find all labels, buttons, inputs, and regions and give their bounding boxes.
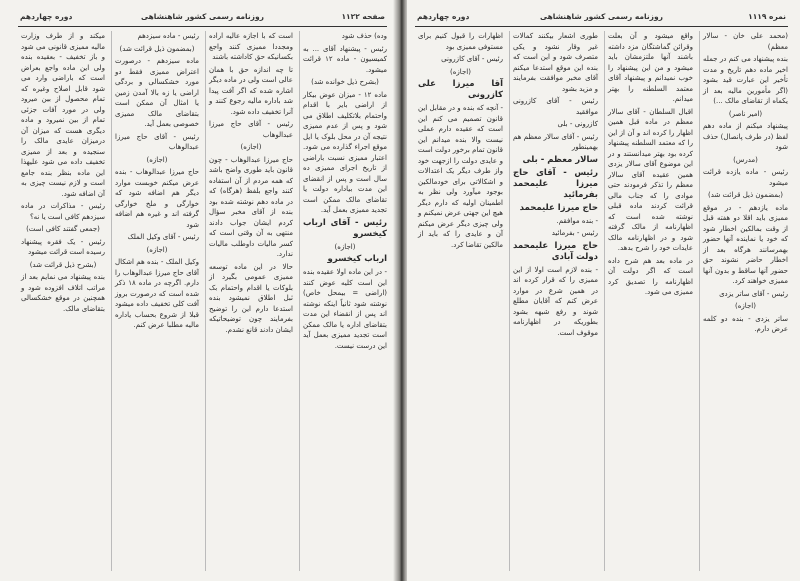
text-column (299, 31, 387, 571)
paragraph: (جمعی گفتند کافی است) (26, 225, 100, 233)
paragraph: واقع میشود و آن بعلت وقرائن گماشتگان مزد داشته باشند آنها ملتزمشان باید میشود و من این پیشنهاد را خوب نمیدانم و پیشنهاد آقای معتمد السلطنه را بهتر میدانم. (608, 32, 693, 103)
paragraph: رئیس - آقای حاج میرزا عبدالوهاب (115, 132, 199, 151)
paragraph: رئیس - ماده سیزدهم (137, 32, 199, 40)
paragraph: (اجازه) (240, 143, 262, 151)
paragraph: رئیس - آقای سالار معظم هم بهمینطور (513, 132, 598, 151)
paragraph: رئیس - ماده یازده قرائت میشود (703, 168, 788, 187)
paragraph: رئیس - پیشنهاد آقای ... به کمیسیون - ماده ۱۲ قرائت میشود. (303, 44, 387, 74)
paragraph: پیشنهاد میکنم از ماده دهم لفظ (در طرف پانصال) حذف شود (703, 122, 788, 151)
paragraph: ماده یازدهم - در موقع ممیزی باید اقلا دو هفته قبل از وقت بمالکین اخطار شود که خود یا نماینده آنها حضور بهمرسانند هرگاه بعد از اخطار حاضر نشوند حق حضور آنها ساقط و بدون آنها ممیزی خواهند کرد. (703, 203, 788, 285)
left-page (0, 0, 397, 581)
paragraph: ساتر یزدی - بنده دو کلمه عرض دارم. (703, 314, 788, 333)
paragraph: رئیس - آقای کازرونی (441, 55, 503, 63)
paragraph: حاج میرزا عبدالوهاب - چون قانون باید طوری واضح باشد که همه مردم از آن استفاده کنند واجع بلفظ (هرگاه) که در ماده دهم نوشته شده بود بنده از آقای مخبر سؤال کردم ایشان جواب دادند منتهی به آن وقتی است که کسر مالیات داوطلب مالیات ندارد. (209, 155, 293, 258)
paragraph: رئیس - بفرمائید (551, 229, 598, 237)
text-column (699, 31, 788, 571)
paragraph: (اجازه) (146, 245, 168, 254)
paragraph: اظهارات را قبول کنیم برای مستوفی ممیزی بود (418, 32, 503, 51)
paragraph: (اجازه) (334, 242, 356, 251)
paragraph: بنده پیشنهاد می کنم در جمله اخیر ماده دهم تاریخ و مدت تأخیر این عبارت قید بشود (اگر مأمورین ماليه بعد از یکماه از تقاضای مالک ...) (703, 55, 788, 105)
paragraph: کازرونی - بلی (557, 120, 598, 128)
paragraph: - در این ماده اولا عقیده بنده این است کلیه عوض کنند (اراضی = بیمحل خاص) نوشته شود ثانیاً اینکه نوشته اند پس از انقضاء این مدت بتقاضای اداره یا مالک ممکن است تجدید ممیزی بعمل آید این درست نیست. (303, 268, 387, 350)
text-columns (18, 31, 387, 571)
text-column (509, 31, 598, 571)
paragraph: - بنده لازم است اولا از این ممیزی را که قرار کرده اند در همین شرع در موارد عرض کنم که آقایان مطلع شوند و رفع شبهه بشود بطوریکه در اظهارنامه موقوف است. (513, 265, 598, 337)
page-header (20, 10, 385, 24)
paragraph: (اجازه) (735, 302, 756, 310)
header-rule (415, 26, 788, 27)
paragraph: (اجازه) (450, 67, 471, 76)
page-number: صفحه ۱۱۲۲ (341, 12, 385, 21)
paragraph: رئیس - آقای حاج میرزا عبدالوهاب (209, 120, 293, 139)
paragraph: (اجازه) (146, 155, 168, 164)
text-column (205, 31, 293, 571)
paragraph: (بمضمون ذیل قرائت شد) (708, 191, 783, 199)
text-column (18, 31, 105, 571)
speaker-heading: رئیس - آقای ارباب کیخسرو (303, 217, 387, 239)
speaker-heading: آقا میرزا علی کازرونی (418, 79, 503, 100)
paragraph: حاج میرزا عبدالوهاب - بنده عرض میکنم خوبست موارد دیگر هم اضافه شود که خوارگی و ملخ خوارگی گرفته اند و غیره هم اضافه شود (115, 168, 199, 229)
speaker-heading: سالار معظم - بلی (522, 154, 598, 165)
paragraph: رئیس - آقای وکیل الملک (127, 233, 199, 241)
speaker-heading: رئیس - آقای حاج میرزا علیمحمد بفرمائید (513, 167, 598, 200)
paragraph: (محمد علی خان - سالار معظم) (703, 32, 788, 51)
paragraph: اقبال السلطان - آقای سالار معظم در ماده قبل همین اظهار را کرده اند و آن از این را که معتمد السلطنه پیشنهاد کرده بود بهتر میدانستند و در این موضوع آقای سالار یزدی همین عقیده آقای سالار معظم را تذکر فرمودند حتی موادی را که جناب مالی قرائت کردند ماده قبلی نوشته شده است که اظهارنامه از مالک گرفته شود و در اظهارنامه مالک عایدات خود را شرح بدهد. (608, 107, 693, 252)
text-column (111, 31, 199, 571)
newspaper-title: روزنامه رسمی کشور شاهنشاهی (540, 12, 663, 21)
paragraph: ماده ۱۲ - میزان عوض بیکار از اراضی بایر با اقدام واحتمام بلاتکلیف اطلاق می شود و پس از عدم ممیزی نتیجه آن در محل بلوک یا ایل موقع اجراء گذارده می شود. اعتبار ممیزی نسبت باراضی از تاریخ اجرای ممیزی ده سال است و پس از انقضای این مدت بیاداره دولت یا تقاضای مالک ممکن است تجدید ممیزی بعمل آید. (303, 90, 387, 214)
paragraph: - بنده موافقم. (556, 216, 598, 225)
paragraph: در ماده بعد هم شرح داده است که اگر دولت آن اظهارنامه را تصدیق کرد ممیزی می شود. (608, 256, 693, 296)
paragraph: ماده سیزدهم - درصورت اعتراض ممیزی فقط دو مورد خشکسالی و بردگی اراضی یا زه بالا آمدن زمین یا امثال آن ممکن است بتقاضای مالک ممیزی خصوصی بعمل آید. (115, 57, 199, 128)
paragraph: (بشرح ذیل خوانده شد) (311, 78, 379, 86)
issue-label: دوره چهاردهم (20, 12, 73, 21)
paragraph: حالا در این ماده توسعه ممیزی عمومی بگیرد از بلوکات یا اقدام واحتمام بک ثبل اطلاق نمیشود بنده استدعا دارم این را توضیح بفرمایند چون توضیحاتیکه ایشان دادند قانع نشدم. (209, 262, 293, 334)
paragraph: رئیس - مذاکرات در ماده سیزدهم کافی است یا نه؟ (21, 202, 105, 221)
paragraph: رئیس - آقای ساتر یزدی (719, 289, 788, 298)
paragraph: وکیل الملک - بنده هم اشکال آقای حاج میرزا عبدالوهاب را دارم. اگرچه در ماده ۱۸ ذکر شده است که درصورت بروز آفت کلی تخفیف داده میشود قبلا از شروع بحساب یاداره مالیه مطلبا عرض کنم. (115, 258, 199, 329)
paragraph: طوری اشعار بیکنند کمالات غیر وقار نشود و یکی متصرف شود و این است که بنده این موقع استدعا میکنم آقای مخبر موافقت بفرمایند و مزید بشود (513, 32, 598, 93)
paragraph: (مدرس) (733, 155, 758, 164)
paragraph: بنده پیشنهاد می نمایم بعد از مراتب اتلاف افزوده شود و همچنین در موقع خشکسالی بتقاضای مالک. (21, 273, 105, 313)
paragraph: رئیس - آقای کازرونی موافقید (513, 97, 598, 116)
paragraph: رئیس - یک فقره پیشنهاد رسیده است قرائت میشود (21, 237, 105, 256)
paragraph: وده) حذف شود (341, 32, 387, 40)
page-header (417, 10, 786, 24)
paragraph: (بمضمون ذیل قرائت شد) (119, 44, 195, 53)
paragraph: (امیر ناصر) (728, 109, 763, 118)
page-number: نمره ۱۱۱۹ (748, 12, 786, 21)
paragraph: میکند و از طرف وزارت مالیه ممیزی قانونی می شود و باز تخفیف - بعقیده بنده ولی این ماده واجع بعراض است که باراضی وارد می شود قابل اصلاح وغیره که تمام محصول از بین میرود ولی در مورد آفات جزئی تمام از بین نمیرود و ماده دیگری هست که میزان آن درمیزان عایدی مالک را سنجیده و بعد از ممیزی تخفیف داده می شود علیهذا این ماده بنظر بنده جامع است و لازم نیست چیزی به آن اضافه شود. (21, 32, 105, 198)
text-column (604, 31, 693, 571)
paragraph: تا چه اندازه حق با همان عالی است ولی در ماده دیگر اشاره شده که اگر آفت پیدا شد باداره مالیه رجوع کنند و آنرا تخفیف داده شود. (209, 65, 293, 116)
issue-label: دوره چهاردهم (417, 12, 470, 21)
paragraph: است که با اجازه عالیه اراده ومجددا ممیزی کنند واجع بکسانیکه حق کاداشته باشند (209, 32, 293, 61)
right-page (407, 0, 800, 581)
text-columns (415, 31, 788, 571)
paragraph: (بشرح ذیل قرائت شد) (29, 260, 97, 269)
speaker-heading: حاج میرزا علیمحمد (519, 202, 598, 213)
paragraph: - آنچه که بنده و در مقابل این قانون تصمیم می کنم این است که عقیده دارم عملی نیست والا بنده میدانم این قانون تمام برخور دولت است و عایدی دولت را ازجهت خود واز طرف دیگر یک اعتدالات و اشکالاتی برای خودمالکین بوجود میآورد ولی نظر به اطمینان اولیه که دارم دیگر هیچ این جهتی عرض نمیکنم و ولی چیزی دیگر عرض میکنم آن و عایدی را که باید از مالکین تقاضا کرد. (418, 104, 503, 249)
header-rule (18, 26, 387, 27)
speaker-heading: ارباب کیخسرو (327, 254, 387, 264)
speaker-heading: حاج میرزا علیمحمد دولت آبادی (513, 240, 598, 262)
text-column (415, 31, 503, 571)
newspaper-title: روزنامه رسمی کشور شاهنشاهی (141, 12, 264, 21)
